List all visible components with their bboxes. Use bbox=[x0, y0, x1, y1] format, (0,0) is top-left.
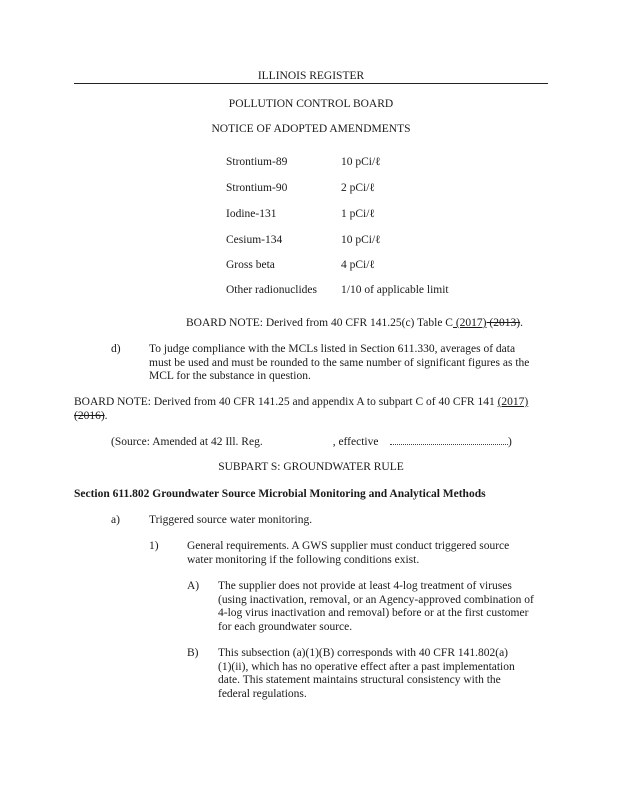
board-title: POLLUTION CONTROL BOARD bbox=[228, 98, 394, 110]
source-effective: , effective bbox=[332, 436, 379, 448]
para-d-text: To judge compliance with the MCLs listed in Section 611.330, averages of data must be used and must be rounded to the same number of significant figures as the MCL for the substance in question. bbox=[149, 343, 530, 383]
item-B-label: B) bbox=[187, 647, 199, 659]
item-1-text: General requirements. A GWS supplier must conduct triggered source water monitoring if the following conditions exist. bbox=[187, 540, 510, 566]
item-B-text: This subsection (a)(1)(B) corresponds with 40 CFR 141.802(a)(1)(ii), which has no operative effect after a past implementation date. This statement maintains structural consistency with the federal regulations. bbox=[218, 647, 515, 700]
nuclide-limit: 1/10 of applicable limit bbox=[341, 284, 449, 296]
register-title: ILLINOIS REGISTER bbox=[257, 70, 365, 82]
source-note bbox=[111, 435, 512, 450]
nuclide-limit: 4 pCi/ℓ bbox=[341, 259, 375, 271]
nuclide-limit: 10 pCi/ℓ bbox=[341, 234, 381, 246]
source-suffix: ) bbox=[507, 436, 512, 448]
subpart-heading: SUBPART S: GROUNDWATER RULE bbox=[218, 461, 404, 473]
notice-title: NOTICE OF ADOPTED AMENDMENTS bbox=[211, 123, 411, 135]
deleted-year: (2013) bbox=[486, 317, 521, 329]
item-1-label: 1) bbox=[149, 540, 159, 552]
nuclide-name: Strontium-90 bbox=[226, 182, 288, 194]
punctuation: . bbox=[104, 409, 108, 422]
board-note-text: BOARD NOTE: Derived from 40 CFR 141.25 and appendix A to subpart C of 40 CFR 141 bbox=[74, 396, 498, 408]
item-A-text: The supplier does not provide at least 4-log treatment of viruses (using inactivation, removal, or an Agency-approved combination of 4-log virus inactivation and removal) before or at the first customer for each groundwater source. bbox=[218, 580, 534, 633]
nuclide-name: Other radionuclides bbox=[226, 284, 318, 296]
header-rule bbox=[74, 83, 548, 84]
inserted-year: (2017) bbox=[452, 317, 487, 329]
nuclide-limit: 2 pCi/ℓ bbox=[341, 182, 375, 194]
item-a-text: Triggered source water monitoring. bbox=[149, 514, 313, 526]
section-heading: Section 611.802 Groundwater Source Microbial Monitoring and Analytical Methods bbox=[74, 488, 486, 500]
board-note-table-c bbox=[186, 317, 523, 331]
nuclide-name: Gross beta bbox=[226, 259, 275, 271]
item-a-label: a) bbox=[111, 514, 120, 526]
deleted-year: (2016) bbox=[74, 409, 105, 422]
nuclide-name: Strontium-89 bbox=[226, 156, 288, 168]
nuclide-limit: 1 pCi/ℓ bbox=[341, 208, 375, 220]
nuclide-name: Iodine-131 bbox=[226, 208, 277, 220]
inserted-year: (2017) bbox=[497, 396, 529, 408]
nuclide-name: Cesium-134 bbox=[226, 234, 283, 246]
punctuation: . bbox=[520, 317, 523, 329]
board-note-appendix-a bbox=[74, 396, 548, 423]
para-d-label: d) bbox=[111, 343, 121, 355]
source-prefix: (Source: Amended at 42 Ill. Reg. bbox=[111, 436, 263, 448]
blank-date-line bbox=[390, 435, 508, 445]
nuclide-limit: 10 pCi/ℓ bbox=[341, 156, 381, 168]
board-note-text: BOARD NOTE: Derived from 40 CFR 141.25(c) Table C bbox=[186, 317, 453, 329]
item-A-label: A) bbox=[187, 580, 200, 592]
